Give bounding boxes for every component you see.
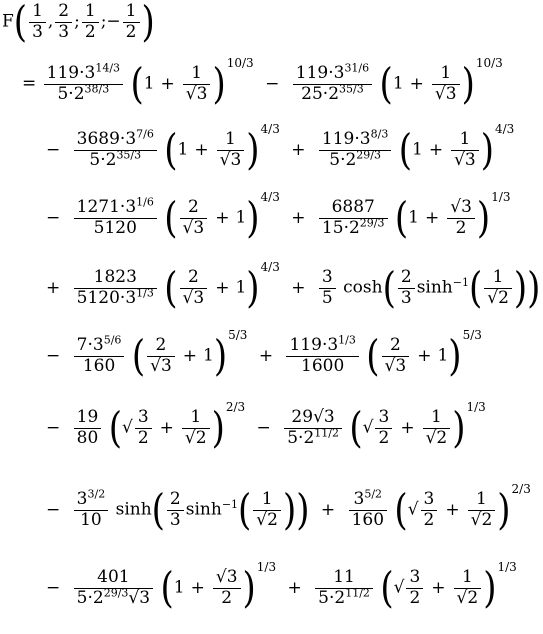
formula-line-6: − $\frac{19}{80}$ (√ $\frac{3}{2}$ + $\frac{1}{√2}$ )$^{2/3}$ − $\frac{29√3}{5\cdot 2^{11/2}}$ (√ $\frac{3}{2}$ + $\frac{1}{√2}$ )$^{1/3}$ xyxy=(46,399,486,454)
formula-line-7: − $\frac{3^{3/2}}{10}$ sinh( $\frac{2}{3}$ $\sinh^{-1}$( $\frac{1}{√2}$ )) + $\frac{3^{5/2}}{160}$ (√ $\frac{3}{2}$ + $\frac{1}{√2}$ )$^{2/3}$ xyxy=(46,481,531,536)
formula-line-8: − $\frac{401}{5\cdot 2^{29/3}√3}$ (1 + $\frac{√3}{2}$ )$^{1/3}$ + $\frac{11}{5\cdot 2^{11/2}}$ (√ $\frac{3}{2}$ + $\frac{1}{√2}$ )$^{1/3}$ xyxy=(46,559,517,614)
formula-line-4: + $\frac{1823}{5120\cdot 3^{1/3}}$ ( $\frac{2}{√3}$ + 1)$^{4/3}$ + $\frac{3}{5}$ cosh( $\frac{2}{3}$ $\sinh^{-1}$( $\frac{1}{√2}$ )) xyxy=(46,259,541,314)
formula-line-1: = $\frac{119\cdot 3^{14/3}}{5\cdot 2^{38/3}}$ (1 + $\frac{1}{√3}$ )$^{10/3}$ − $\frac{119\cdot 3^{31/6}}{25\cdot 2^{35/3}}$ (1 + $\frac{1}{√3}$ )$^{10/3}$ xyxy=(22,55,503,110)
formula-line-2: − $\frac{3689\cdot 3^{7/6}}{5\cdot 2^{35/3}}$ (1 + $\frac{1}{√3}$ )$^{4/3}$ + $\frac{119\cdot 3^{8/3}}{5\cdot 2^{29/3}}$ (1 + $\frac{1}{√3}$ )$^{4/3}$ xyxy=(46,121,515,176)
formula-header: F( $\frac{1}{3}$ , $\frac{2}{3}$ ; $\frac{1}{2}$ ;− $\frac{1}{2}$ ) xyxy=(2,0,155,48)
formula-line-5: − $\frac{7\cdot 3^{5/6}}{160}$ ( $\frac{2}{√3}$ + 1)$^{5/3}$ + $\frac{119\cdot 3^{1/3}}{1600}$ ( $\frac{2}{√3}$ + 1)$^{5/3}$ xyxy=(46,327,482,382)
formula-line-3: − $\frac{1271\cdot 3^{1/6}}{5120}$ ( $\frac{2}{√3}$ + 1)$^{4/3}$ + $\frac{6887}{15\cdot 2^{29/3}}$ (1 + $\frac{√3}{2}$ )$^{1/3}$ xyxy=(46,189,511,244)
